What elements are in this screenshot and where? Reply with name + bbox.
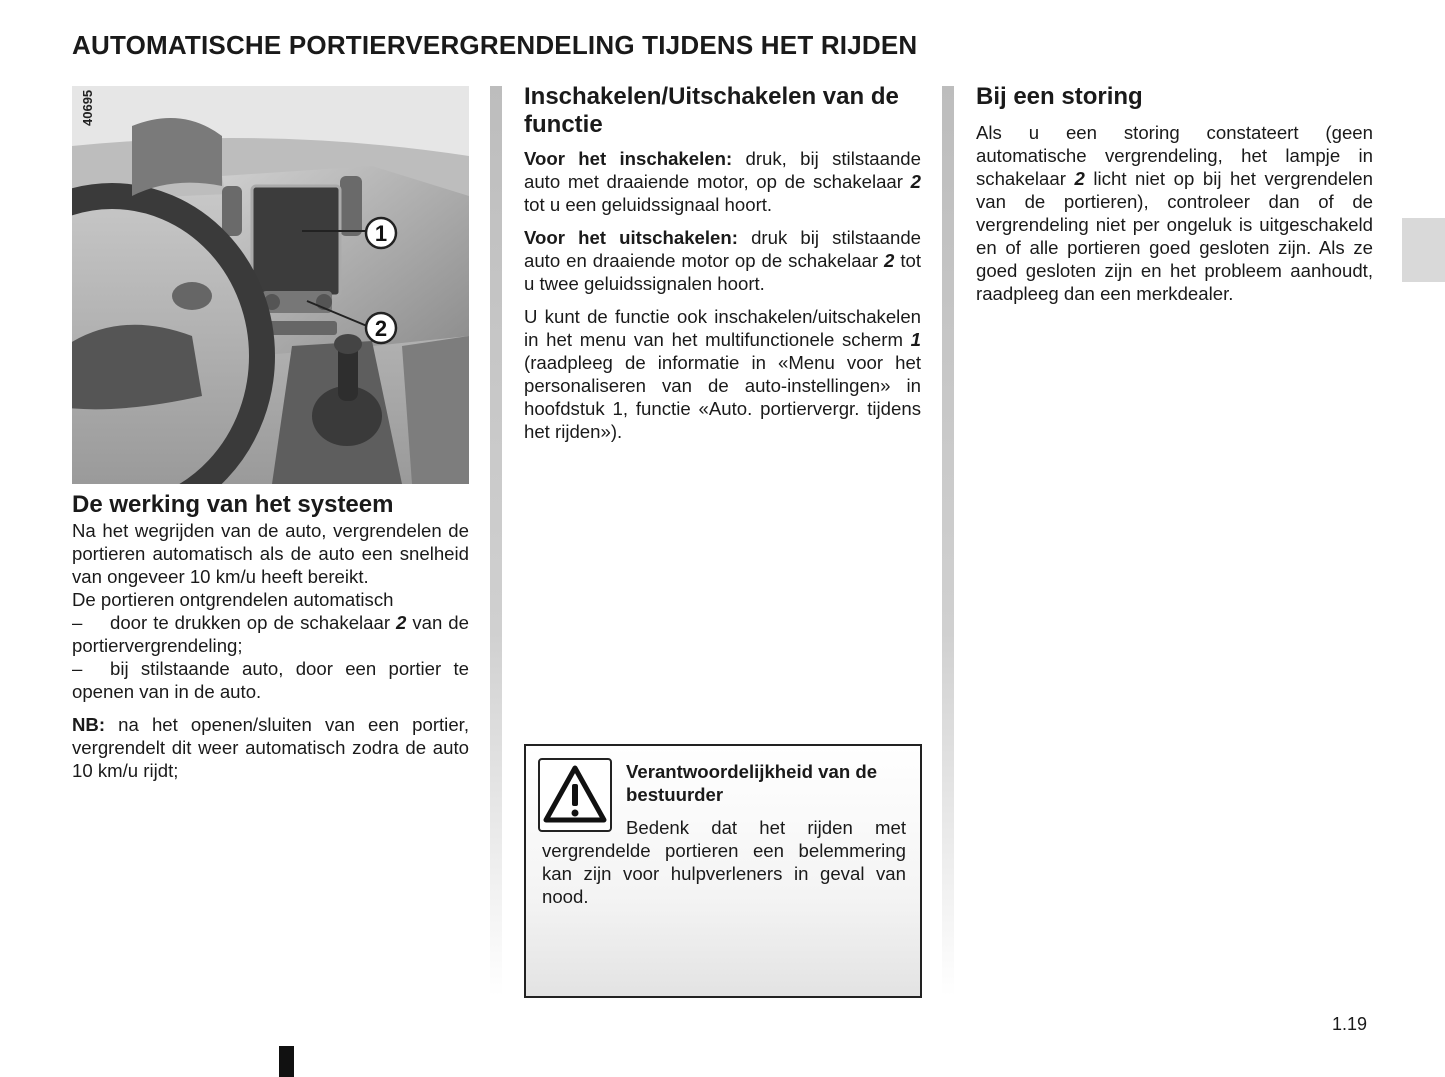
- bullet-item-2: – bij stilstaande auto, door een portier te openen van in de auto.: [72, 658, 469, 702]
- figure-code: 40695: [80, 89, 95, 126]
- left-paragraph-2: De portieren ontgrendelen automatisch: [72, 589, 394, 610]
- middle-paragraph-1: Voor het inschakelen: druk, bij stilstaande auto met draaiende motor, op de schakelaar 2 tot u een geluidssignaal hoort.: [524, 148, 921, 215]
- bullet-item-1: – door te drukken op de schakelaar 2 van de portiervergrendeling;: [72, 612, 469, 656]
- warning-body: Bedenk dat het rijden met vergrendelde portieren een belemmering kan zijn voor hulpverleners in geval van nood.: [542, 817, 906, 907]
- left-paragraph-1: Na het wegrijden van de auto, vergrendelen de portieren automatisch als de auto een snelheid van ongeveer 10 km/u heeft bereikt.: [72, 520, 469, 587]
- right-heading: Bij een storing: [976, 83, 1143, 110]
- nb-paragraph: NB: na het openen/sluiten van een portier, vergrendelt dit weer automatisch zodra de auto 10 km/u rijdt;: [72, 714, 469, 781]
- dashboard-illustration: [72, 86, 469, 484]
- right-paragraph-1: Als u een storing constateert (geen automatische vergrendeling, het lampje in schakelaar 2 licht niet op bij het vergrendelen van de portieren), controleer dan of de vergrendeling niet per ongeluk is uitgeschakeld en of alle portieren goed gesloten zijn. Als ze goed gesloten zijn en het probleem aanhoudt, raadpleeg dan een merkdealer.: [976, 122, 1373, 304]
- bullet-dash: –: [72, 612, 83, 633]
- right-column: [976, 83, 1373, 315]
- chapter-tab: [1402, 218, 1445, 282]
- warning-text: [542, 760, 906, 908]
- warning-title: Verantwoordelijkheid van de bestuurder: [626, 761, 878, 805]
- callout-1-label: 1: [374, 221, 388, 246]
- column-separator-left: [490, 86, 502, 996]
- warning-box: [524, 744, 922, 998]
- page-title: AUTOMATISCHE PORTIERVERGRENDELING TIJDENS HET RIJDEN: [72, 30, 918, 60]
- callout-2-label: 2: [374, 316, 388, 341]
- middle-column: [524, 83, 921, 453]
- middle-paragraph-3: U kunt de functie ook inschakelen/uitschakelen in het menu van het multifunctionele scherm 1 (raadpleeg de informatie in «Menu voor het personaliseren van de auto-instellingen» in hoofdstuk 1, functie «Auto. portiervergr. tijdens het rijden»).: [524, 306, 921, 442]
- column-separator-right: [942, 86, 954, 996]
- middle-heading: Inschakelen/Uitschakelen van de functie: [524, 83, 899, 138]
- footer-mark: [279, 1046, 294, 1077]
- bullet-dash: –: [72, 658, 83, 679]
- dashboard-photo: [72, 86, 469, 484]
- left-heading: De werking van het systeem: [72, 491, 394, 518]
- middle-paragraph-2: Voor het uitschakelen: druk bij stilstaande auto en draaiende motor op de schakelaar 2 tot u twee geluidssignalen hoort.: [524, 227, 921, 294]
- page-number: 1.19: [1332, 1014, 1368, 1034]
- left-column: [72, 491, 469, 792]
